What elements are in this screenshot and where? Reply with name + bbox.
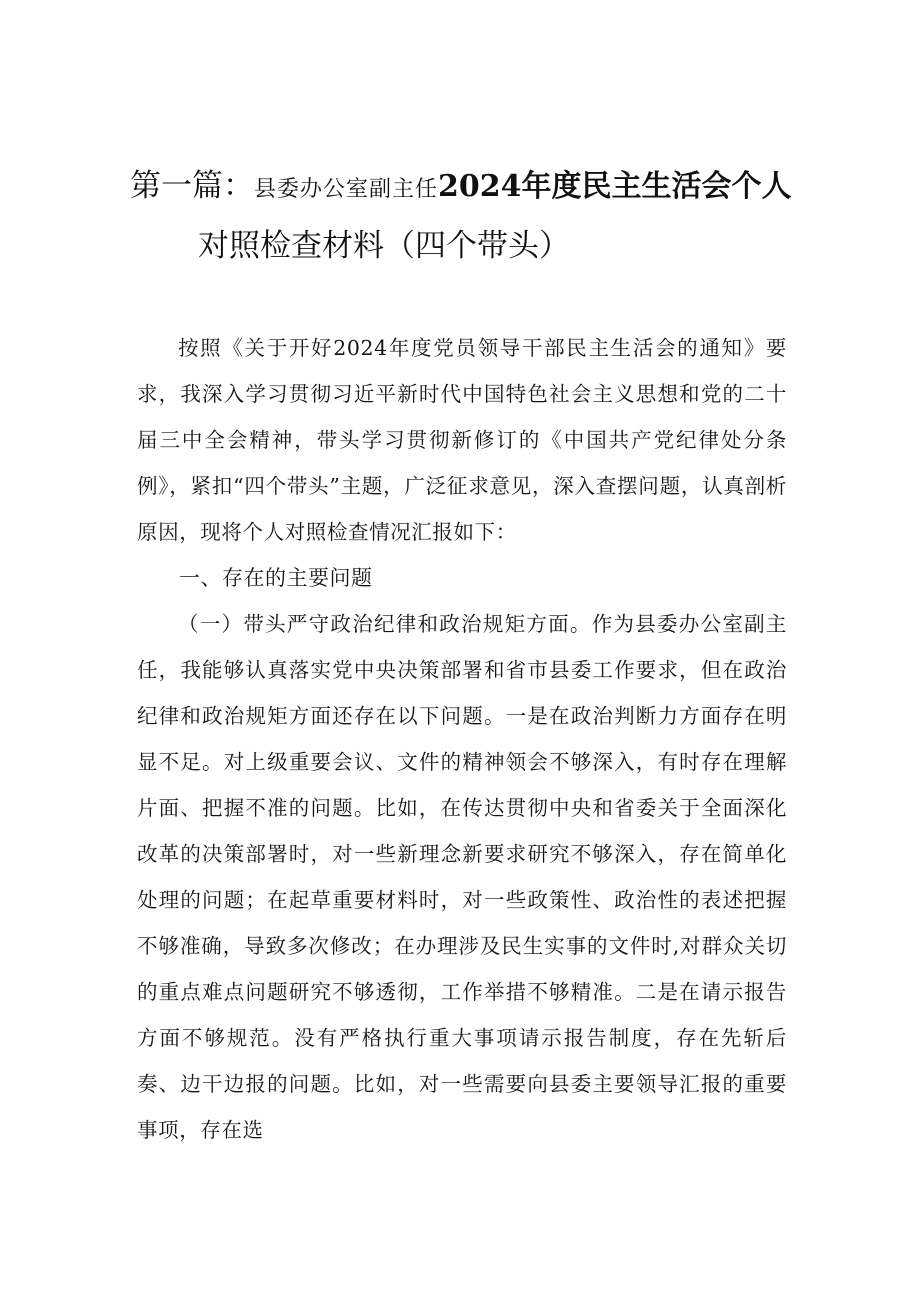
title-mid: 县委办公室副主任: [254, 177, 439, 202]
title-line-2: 对照检查材料（四个带头）: [198, 228, 570, 264]
intro-paragraph: 按照《关于开好2024年度党员领导干部民主生活会的通知》要求，我深入学习贯彻习近平新时代中国特色社会主义思想和党的二十届三中全会精神，带头学习贯彻新修订的《中国共产党纪律处分条例》，紧扣“四个带头”主题，广泛征求意见，深入查摆问题，认真剖析原因，现将个人对照检查情况汇报如下：: [137, 336, 787, 544]
document-title: [130, 158, 810, 274]
document-body: [137, 325, 787, 1153]
title-prefix: 第一篇：: [130, 168, 254, 204]
title-bold: 2024年度民主生活会个人: [438, 169, 792, 204]
title-line-1: [130, 158, 810, 218]
section-heading: 一、存在的主要问题: [179, 566, 373, 590]
section-paragraph: （一）带头严守政治纪律和政治规矩方面。作为县委办公室副主任，我能够认真落实党中央决策部署和省市县委工作要求，但在政治纪律和政治规矩方面还存在以下问题。一是在政治判断力方面存在明显不足。对上级重要会议、文件的精神领会不够深入，有时存在理解片面、把握不准的问题。比如，在传达贯彻中央和省委关于全面深化改革的决策部署时，对一些新理念新要求研究不够深入，存在简单化处理的问题；在起草重要材料时，对一些政策性、政治性的表述把握不够准确，导致多次修改；在办理涉及民生实事的文件时,对群众关切的重点难点问题研究不够透彻，工作举措不够精准。二是在请示报告方面不够规范。没有严格执行重大事项请示报告制度，存在先斩后奏、边干边报的问题。比如，对一些需要向县委主要领导汇报的重要事项，存在选: [137, 612, 787, 1142]
